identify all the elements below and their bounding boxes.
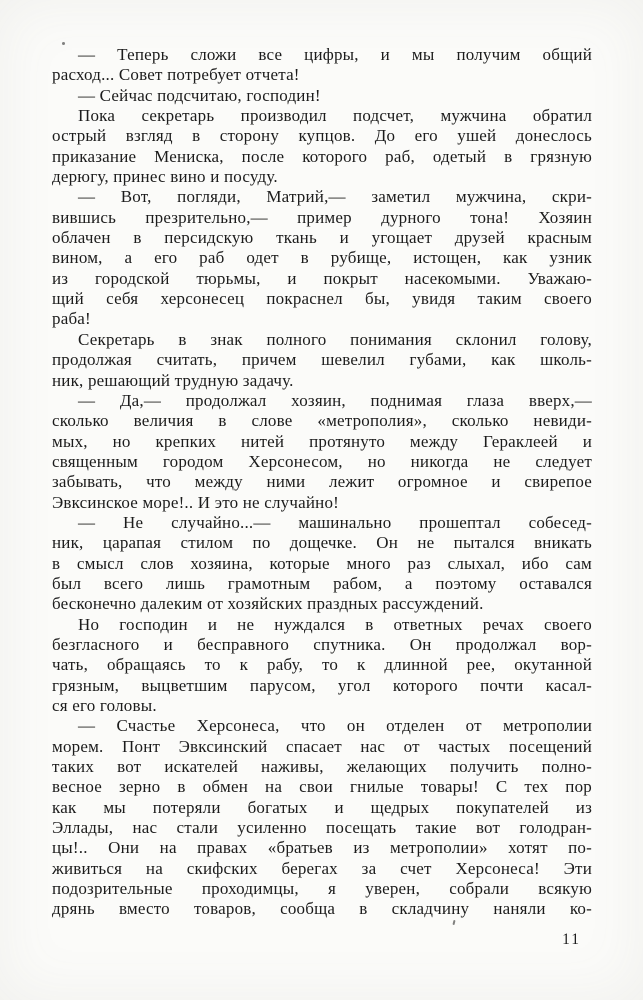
paragraph — [52, 45, 592, 86]
paragraph — [52, 187, 592, 329]
text-line: весное зерно в обмен на свои гнилые товары! С тех пор — [52, 777, 592, 797]
text-line: щий себя херсонесец покраснел бы, увидя таким своего — [52, 289, 592, 309]
text-line: вином, а его раб одет в рубище, истощен, как узник — [52, 248, 592, 268]
text-line: чать, обращаясь то к рабу, то к длинной рее, окутанной — [52, 655, 592, 675]
text-line: приказание Мениска, после которого раб, одетый в грязную — [52, 146, 592, 166]
text-line: бесконечно далеким от хозяйских праздных рассуждений. — [52, 594, 484, 614]
text-line: живиться на скифских берегах за счет Херсонеса! Эти — [52, 858, 592, 878]
text-line: дрянь вместо товаров, сообща в складчину наняли ко- — [52, 899, 592, 919]
paragraph — [52, 615, 592, 717]
text-line: Эллады, нас стали усиленно посещать такие вот голодран- — [52, 818, 592, 838]
text-line: в смысл слов хозяина, которые много раз слыхал, ибо сам — [52, 553, 592, 573]
text-line: — Сейчас подсчитаю, господин! — [78, 85, 321, 105]
text-line: Эвксинское море!.. И это не случайно! — [52, 492, 340, 512]
paragraph — [52, 391, 592, 513]
paragraph — [52, 330, 592, 391]
text-line: морем. Понт Эвксинский спасает нас от частых посещений — [52, 736, 592, 756]
text-line: ник, царапая стилом по дощечке. Он не пытался вникать — [52, 533, 592, 553]
page-text — [52, 45, 592, 920]
text-line: подозрительные проходимцы, я уверен, собрали всякую — [52, 879, 592, 899]
text-line: сколько величия в слове «метрополия», сколько невиди- — [52, 411, 592, 431]
text-line: ся его головы. — [52, 696, 157, 715]
text-line: вившись презрительно,— пример дурного тона! Хозяин — [52, 207, 592, 227]
text-line: священным городом Херсонесом, но никогда не следует — [52, 451, 592, 471]
text-line: безгласного и бесправного спутника. Он продолжал вор- — [52, 634, 592, 654]
text-line: Но господин и не нуждался в ответных речах своего — [78, 614, 592, 634]
text-line: — Счастье Херсонеса, что он отделен от метрополии — [78, 716, 592, 736]
text-line: — Вот, погляди, Матрий,— заметил мужчина, скри- — [78, 187, 592, 207]
text-line: забывать, что между ними лежит огромное и свирепое — [52, 472, 592, 492]
text-line: ник, решающий трудную задачу. — [52, 370, 294, 390]
text-line: — Не случайно...— машинально прошептал собесед- — [78, 512, 592, 532]
paragraph — [52, 716, 592, 919]
paragraph — [52, 106, 592, 187]
text-line: грязным, выцветшим парусом, угол которого почти касал- — [52, 675, 592, 695]
text-line: — Да,— продолжал хозяин, поднимая глаза вверх,— — [78, 390, 592, 410]
text-line: продолжая считать, причем шевелил губами, как школь- — [52, 350, 592, 370]
text-line: острый взгляд в сторону купцов. До его ушей донеслось — [52, 126, 592, 146]
text-line: раба! — [52, 309, 91, 329]
text-line: цы!.. Они на правах «братьев из метрополии» хотят по- — [52, 838, 592, 858]
text-line: — Теперь сложи все цифры, и мы получим общий — [78, 45, 592, 64]
text-line: дерюгу, принес вино и посуду. — [52, 167, 278, 187]
text-line: расход... Совет потребует отчета! — [52, 65, 300, 85]
page-number: 11 — [562, 931, 581, 948]
text-line: Пока секретарь производил подсчет, мужчина обратил — [78, 106, 592, 126]
text-line: был всего лишь грамотным рабом, а поэтому оставался — [52, 573, 592, 593]
paragraph — [52, 513, 592, 615]
text-line: мых, но крепких нитей протянуто между Гераклеей и — [52, 431, 592, 451]
paragraph — [52, 86, 592, 106]
text-line: из городской тюрьмы, и покрыт насекомыми. Уважаю- — [52, 268, 592, 288]
text-line: как мы потеряли богатых и щедрых покупателей из — [52, 797, 592, 817]
scan-speck — [452, 920, 455, 925]
text-line: таких вот искателей наживы, желающих получить полно- — [52, 757, 592, 777]
text-line: облачен в персидскую ткань и угощает друзей красным — [52, 228, 592, 248]
text-line: Секретарь в знак полного понимания склонил голову, — [78, 329, 592, 349]
